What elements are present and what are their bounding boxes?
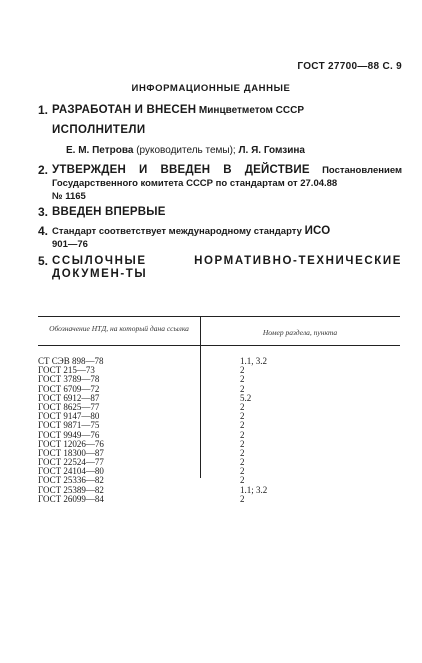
table-cell-ref: ГОСТ 18300—87	[38, 447, 104, 458]
page-header-doc-ref: ГОСТ 27700—88 С. 9	[297, 61, 402, 72]
table-cell-section: 2	[240, 420, 245, 431]
executors-heading: ИСПОЛНИТЕЛИ	[52, 124, 146, 136]
section-3-number: 3.	[38, 205, 49, 219]
table-cell-ref: ГОСТ 6912—87	[38, 392, 100, 403]
table-cell-section: 2	[240, 411, 245, 422]
table-cell-section: 2	[240, 383, 245, 394]
table-cell-section: 2	[240, 447, 245, 458]
section-4-iso-number: 901—76	[52, 239, 88, 250]
executor-1-name: Е. М. Петрова	[66, 145, 134, 156]
table-cell-ref: ГОСТ 9949—76	[38, 429, 100, 440]
table-cell-section: 2	[240, 401, 245, 412]
section-3	[38, 206, 402, 219]
reference-table-rows	[38, 357, 418, 504]
section-2-number-ref: № 1165	[52, 191, 86, 202]
table-cell-section: 1.1; 3.2	[240, 484, 268, 495]
table-cell-ref: ГОСТ 6709—72	[38, 383, 100, 394]
table-cell-ref: ГОСТ 26099—84	[38, 493, 104, 504]
table-cell-ref: ГОСТ 9147—80	[38, 411, 100, 422]
section-5-number: 5.	[38, 254, 49, 268]
section-1-number: 1.	[38, 103, 49, 117]
section-5	[38, 255, 402, 281]
table-header-ref: Обозначение НТД, на который дана ссылка	[49, 324, 189, 333]
section-2-text: Постановлением Государственного комитета СССР по стандартам от 27.04.88	[52, 165, 403, 189]
table-cell-section: 2	[240, 429, 245, 440]
section-2-heading: УТВЕРЖДЕН И ВВЕДЕН В ДЕЙСТВИЕ	[52, 164, 310, 176]
table-cell-ref: ГОСТ 25336—82	[38, 475, 104, 486]
section-1-heading: РАЗРАБОТАН И ВНЕСЕН	[52, 104, 197, 116]
section-5-heading: ССЫЛОЧНЫЕ НОРМАТИВНО-ТЕХНИЧЕСКИЕ ДОКУМЕН-ТЫ	[52, 255, 402, 280]
section-1-text: Минцветметом СССР	[198, 105, 305, 116]
table-cell-section: 2	[240, 493, 245, 504]
table-cell-section: 2	[240, 457, 245, 468]
section-2-number: 2.	[38, 163, 49, 177]
table-cell-section: 2	[240, 466, 245, 477]
table-header-rule	[38, 345, 400, 346]
table-cell-section: 2	[240, 365, 245, 376]
section-1	[38, 104, 402, 117]
section-2	[38, 164, 402, 203]
table-cell-ref: ГОСТ 25389—82	[38, 484, 104, 495]
table-cell-section: 2	[240, 475, 245, 486]
table-cell-ref: ГОСТ 24104—80	[38, 466, 104, 477]
table-cell-section: 5.2	[240, 392, 252, 403]
table-header-section: Номер раздела, пункта	[262, 328, 338, 337]
section-4	[38, 225, 402, 251]
table-cell-ref: ГОСТ 215—73	[38, 365, 95, 376]
table-cell-section: 2	[240, 374, 245, 385]
table-cell-ref: ГОСТ 3789—78	[38, 374, 100, 385]
table-cell-ref: ГОСТ 22524—77	[38, 457, 104, 468]
executors-list	[52, 145, 402, 156]
table-row	[38, 495, 418, 504]
table-row	[38, 357, 418, 366]
section-3-heading: ВВЕДЕН ВПЕРВЫЕ	[52, 206, 166, 218]
table-cell-ref: ГОСТ 9871—75	[38, 420, 100, 431]
document-title: ИНФОРМАЦИОННЫЕ ДАННЫЕ	[131, 83, 291, 94]
table-cell-section: 2	[240, 438, 245, 449]
executor-2-name: Л. Я. Гомзина	[238, 145, 305, 156]
section-4-text: Стандарт соответствует международному стандарту	[52, 226, 302, 237]
table-cell-ref: СТ СЭВ 898—78	[38, 356, 104, 366]
executor-1-role: (руководитель темы);	[136, 145, 236, 156]
table-cell-section: 1.1, 3.2	[240, 356, 267, 366]
table-cell-ref: ГОСТ 12026—76	[38, 438, 104, 449]
section-4-iso: ИСО	[304, 225, 331, 237]
section-4-number: 4.	[38, 224, 49, 238]
table-top-rule	[38, 316, 400, 317]
table-cell-ref: ГОСТ 8625—77	[38, 401, 100, 412]
